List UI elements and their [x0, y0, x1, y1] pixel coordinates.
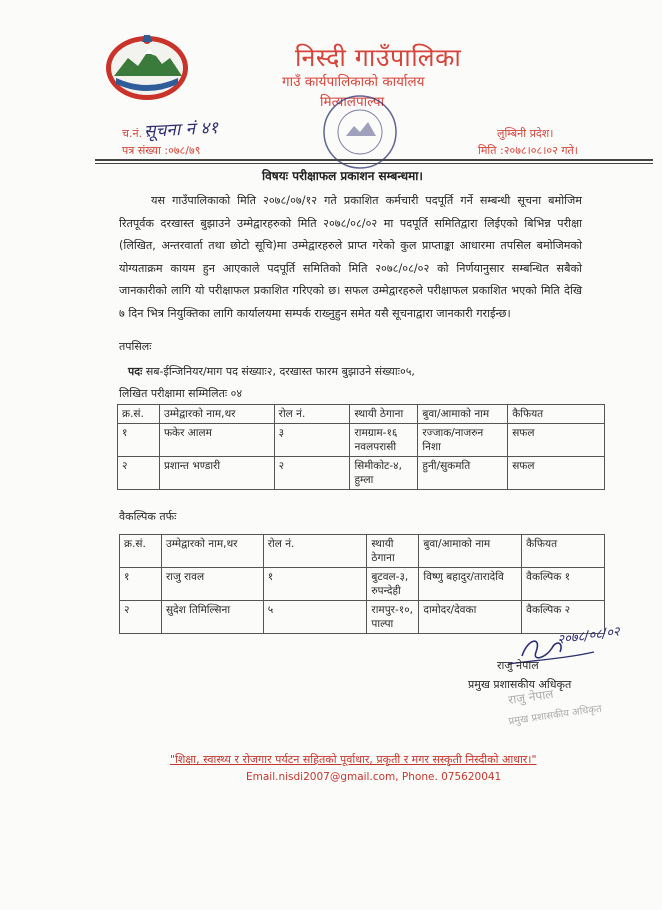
- table-cell: २: [120, 601, 162, 634]
- successful-candidates-table: [117, 404, 605, 490]
- notice-body: यस गाउँपालिकाको मिति २०७८/०७/१२ गते प्रकाशित कर्मचारी पदपूर्ति गर्ने सम्बन्धी सूचना बमोजिम रितपूर्वक दरखास्त बुझाउने उम्मेद्वारहरुको मिति २०७८/०८/०२ मा पदपूर्ति समितिद्वारा लिईएको बिभिन्न परीक्षा (लिखित, अन्तरवार्ता तथा छोटो सूचि)मा उम्मेद्वारहरुले प्राप्त गरेको कुल प्राप्ताङ्का आधारमा तपसिल बमोजिमको योग्यताक्रम कायम हुन आएकाले पदपूर्ति समितिको मिति २०७८/०८/०२ को निर्णयानुसार सम्बन्धित सबैको जानकारीको लागि यो परीक्षाफल प्रकाशित गरिएको छ। सफल उम्मेद्वारहरुले परीक्षाफल प्रकाशित भएको मिति देखि ७ दिन भित्र नियुक्तिका लागि कार्यालयमा सम्पर्क राख्नुहुन समेत यसै सूचनाद्वारा जानकारी गराईन्छ।: [119, 194, 582, 320]
- table-cell: रज्जाक/नाजरुन निशा: [418, 424, 508, 457]
- post-text: सब-ईन्जिनियर/माग पद संख्याः२, दरखास्त फारम बुझाउने संख्याः०५,: [145, 365, 415, 378]
- table-header-cell: बुवा/आमाको नाम: [418, 405, 508, 424]
- letter-date: मिति :२०७८।०८।०२ गते।: [478, 144, 578, 157]
- table-cell: फकेर आलम: [159, 424, 274, 457]
- header-divider-thin: [95, 163, 653, 164]
- table-cell: १: [263, 568, 367, 601]
- office-location: मित्यालपाल्पा: [320, 94, 385, 110]
- table-cell: बुटवल-३, रुपन्देही: [367, 568, 419, 601]
- table-cell: हुनी/सुकमति: [418, 457, 508, 490]
- table-row: [120, 568, 605, 601]
- table-cell: दामोदर/देवका: [419, 601, 522, 634]
- table-cell: सफल: [508, 457, 605, 490]
- table-header-cell: उम्मेद्वारको नाम,थर: [161, 535, 263, 568]
- signature-date: २०७८/०८/०२: [556, 624, 621, 648]
- footer-contact: Email.nisdi2007@gmail.com, Phone. 075620041: [246, 771, 502, 783]
- table-header-row: [120, 535, 605, 568]
- table-header-row: [118, 405, 605, 424]
- signature-stamp-title: प्रमुख प्रशासकीय अधिकृत: [507, 703, 603, 728]
- table-cell: सफल: [508, 424, 605, 457]
- table-header-cell: उम्मेद्वारको नाम,थर: [159, 405, 274, 424]
- post-info: [128, 364, 415, 379]
- nepal-emblem-icon: [104, 30, 190, 102]
- table-header-cell: रोल नं.: [274, 405, 350, 424]
- alternate-label: वैकल्पिक तर्फः: [119, 510, 177, 523]
- table-cell: राजु रावल: [161, 568, 263, 601]
- subject-line: विषयः परीक्षाफल प्रकाशन सम्बन्धमा।: [262, 169, 423, 183]
- signature-stamp-name: राजु नेपाल: [507, 686, 555, 708]
- table-row: [118, 424, 605, 457]
- table-cell: रामग्राम-१६ नवलपरासी: [350, 424, 418, 457]
- written-exam-count: लिखित परीक्षामा सम्मिलितः ०४: [119, 387, 243, 400]
- office-name: गाउँ कार्यपालिकाको कार्यालय: [282, 74, 425, 90]
- table-cell: ३: [274, 424, 350, 457]
- details-label: तपसिलः: [119, 340, 152, 353]
- table-cell: ५: [263, 601, 367, 634]
- letter-number: पत्र संख्या :०७८/७९: [122, 144, 201, 157]
- table-header-cell: स्थायी ठेगाना: [367, 535, 419, 568]
- reference-handwritten: सूचना नं ४१: [143, 118, 219, 142]
- province-name: लुम्बिनी प्रदेश।: [497, 127, 554, 140]
- table-header-cell: रोल नं.: [263, 535, 367, 568]
- table-cell: २: [274, 457, 350, 490]
- table-cell: वैकल्पिक १: [522, 568, 605, 601]
- reference-label: च.नं. :: [122, 127, 150, 140]
- table-header-cell: क्र.सं.: [118, 405, 160, 424]
- signer-title: प्रमुख प्रशासकीय अधिकृत: [468, 678, 572, 691]
- table-cell: सुदेश तिमिल्सिना: [161, 601, 263, 634]
- table-header-cell: कैफियत: [508, 405, 605, 424]
- table-header-cell: क्र.सं.: [120, 535, 162, 568]
- table-header-cell: कैफियत: [522, 535, 605, 568]
- table-header-cell: बुवा/आमाको नाम: [419, 535, 522, 568]
- table-header-cell: स्थायी ठेगाना: [350, 405, 418, 424]
- table-cell: विष्णु बहादुर/तारादेवि: [419, 568, 522, 601]
- footer-slogan: "शिक्षा, स्वास्थ्य र रोजगार पर्यटन सहितको पूर्वाधार, प्रकृती र मगर सस्कृती निस्दीको आधार।": [170, 753, 537, 766]
- table-cell: सिमीकोट-४, हुम्ला: [350, 457, 418, 490]
- signer-name: राजु नेपाल: [497, 659, 539, 672]
- post-label: पदः: [128, 365, 143, 378]
- table-row: [118, 457, 605, 490]
- table-cell: वैकल्पिक २: [522, 601, 605, 634]
- header-divider: [95, 159, 653, 161]
- table-cell: रामपुर-१०, पाल्पा: [367, 601, 419, 634]
- table-cell: प्रशान्त भण्डारी: [159, 457, 274, 490]
- table-cell: १: [118, 424, 160, 457]
- organization-name: निस्दी गाउँपालिका: [295, 43, 462, 72]
- table-cell: २: [118, 457, 160, 490]
- table-cell: १: [120, 568, 162, 601]
